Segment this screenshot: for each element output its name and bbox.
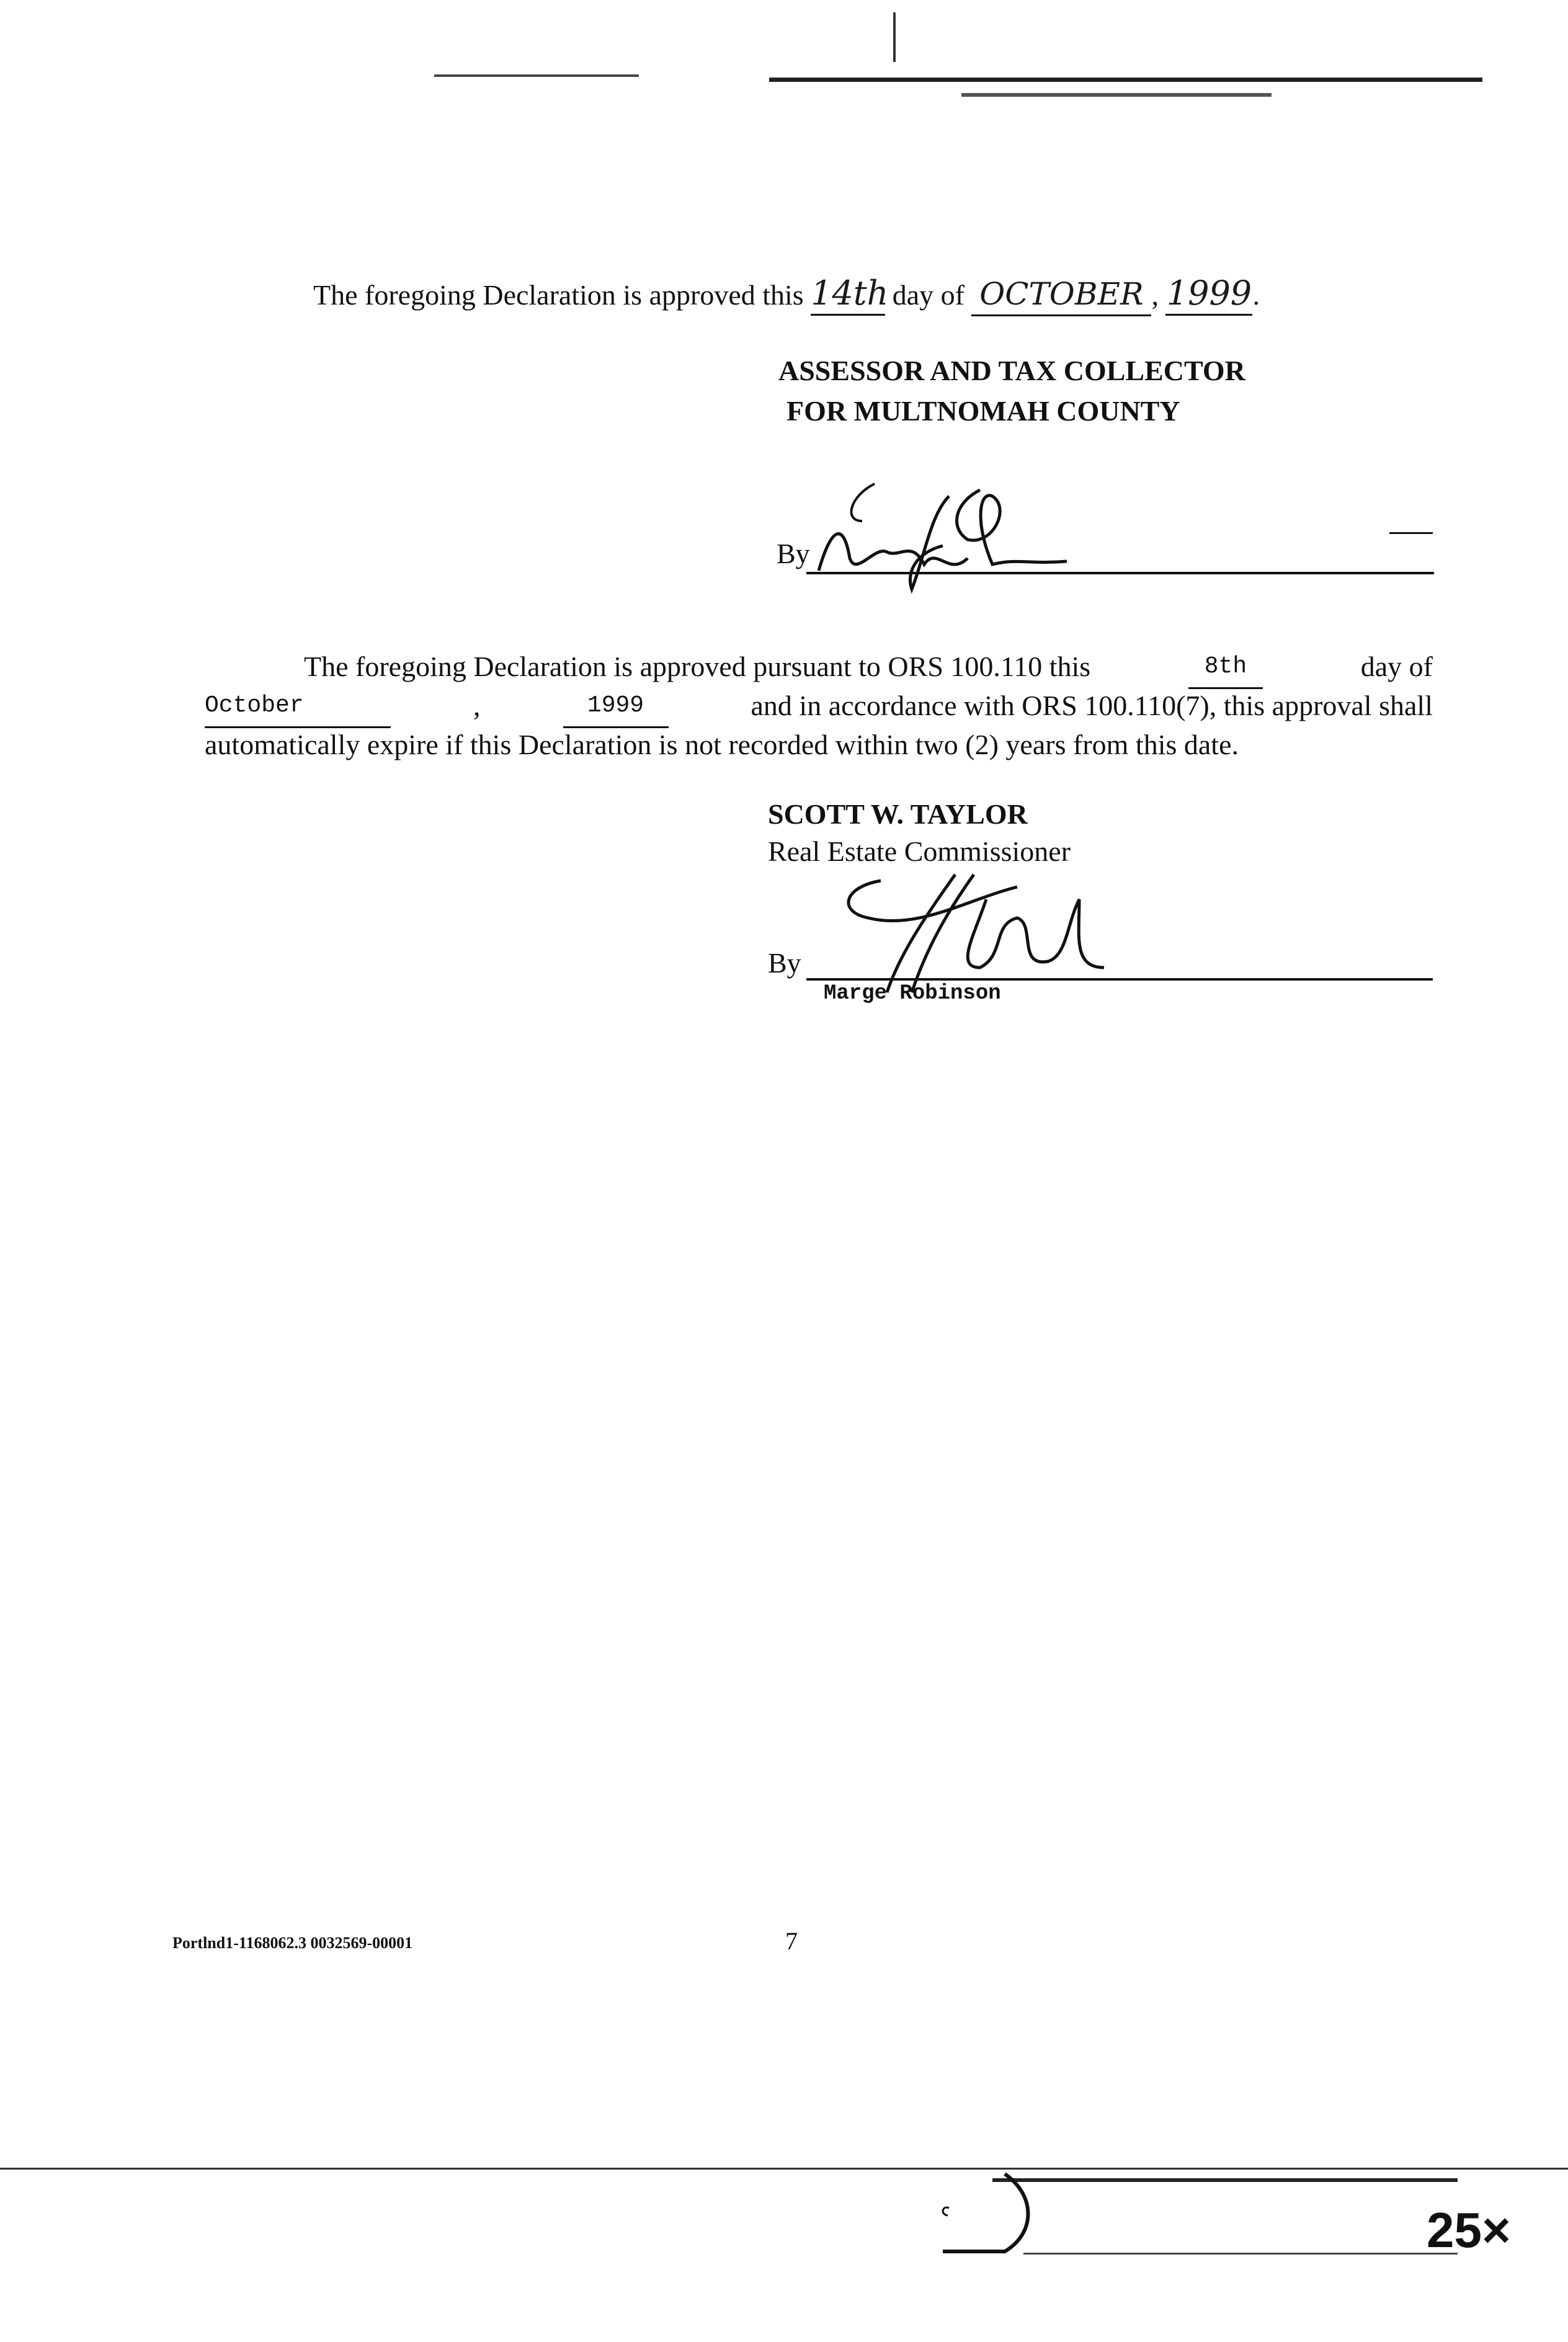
- stamp-mark: 25×: [1427, 2202, 1511, 2258]
- assessor-signature: [806, 471, 1178, 595]
- assessor-approval-text: The foregoing Declaration is approved this: [313, 279, 804, 311]
- footer-doc-id: Portlnd1-1168062.3 0032569-00001: [172, 1934, 413, 1952]
- page-number: 7: [785, 1927, 798, 1955]
- scan-artifact-bottom-underline: [1023, 2253, 1458, 2255]
- commissioner-approval-text-line2: and in accordance with ORS 100.110(7), this approval shall: [751, 690, 1433, 721]
- commissioner-signer-typed: Marge Robinson: [824, 982, 1001, 1005]
- assessor-by-label: By: [777, 538, 810, 569]
- assessor-day-of-text: day of: [892, 279, 964, 311]
- scan-artifact-bottom-lower: [992, 2178, 1458, 2182]
- commissioner-comma: ,: [473, 690, 481, 721]
- commissioner-title: Real Estate Commissioner: [768, 835, 1071, 867]
- scan-artifact-bottom-line: [0, 2168, 1568, 2170]
- assessor-title-line1: ASSESSOR AND TAX COLLECTOR: [778, 355, 1245, 386]
- assessor-day-handwritten: 14th: [811, 273, 885, 316]
- commissioner-approval-text-a: The foregoing Declaration is approved pursuant to ORS 100.110 this: [304, 651, 1091, 682]
- commissioner-name: SCOTT W. TAYLOR: [768, 798, 1028, 830]
- commissioner-approval-line1: [205, 646, 1433, 689]
- scan-artifact-top-right-smear: [961, 93, 1272, 97]
- commissioner-year-typed: 1999: [563, 685, 669, 728]
- assessor-title-line2: FOR MULTNOMAH COUNTY: [786, 395, 1180, 427]
- commissioner-month-typed: October: [205, 685, 391, 728]
- commissioner-by-label: By: [768, 947, 801, 979]
- assessor-year-handwritten: 1999: [1165, 273, 1252, 316]
- assessor-approval-line: [313, 273, 1368, 316]
- commissioner-approval-line3: automatically expire if this Declaration is not recorded within two (2) years from this date.: [205, 729, 1239, 760]
- commissioner-day-typed: 8th: [1188, 646, 1263, 689]
- assessor-signature-dash: [1389, 532, 1433, 534]
- assessor-month-handwritten: OCTOBER: [971, 274, 1151, 316]
- assessor-comma: ,: [1151, 279, 1159, 311]
- commissioner-approval-line2: [205, 685, 1433, 728]
- commissioner-approval-text-b: day of: [1360, 651, 1433, 682]
- scan-artifact-top-tick: [893, 12, 896, 62]
- scan-artifact-bottom-bracket: [930, 2171, 1054, 2258]
- commissioner-signature: [831, 862, 1129, 999]
- scan-artifact-top-right: [769, 78, 1482, 82]
- scan-artifact-top-left: [434, 74, 639, 77]
- assessor-period: .: [1252, 279, 1260, 311]
